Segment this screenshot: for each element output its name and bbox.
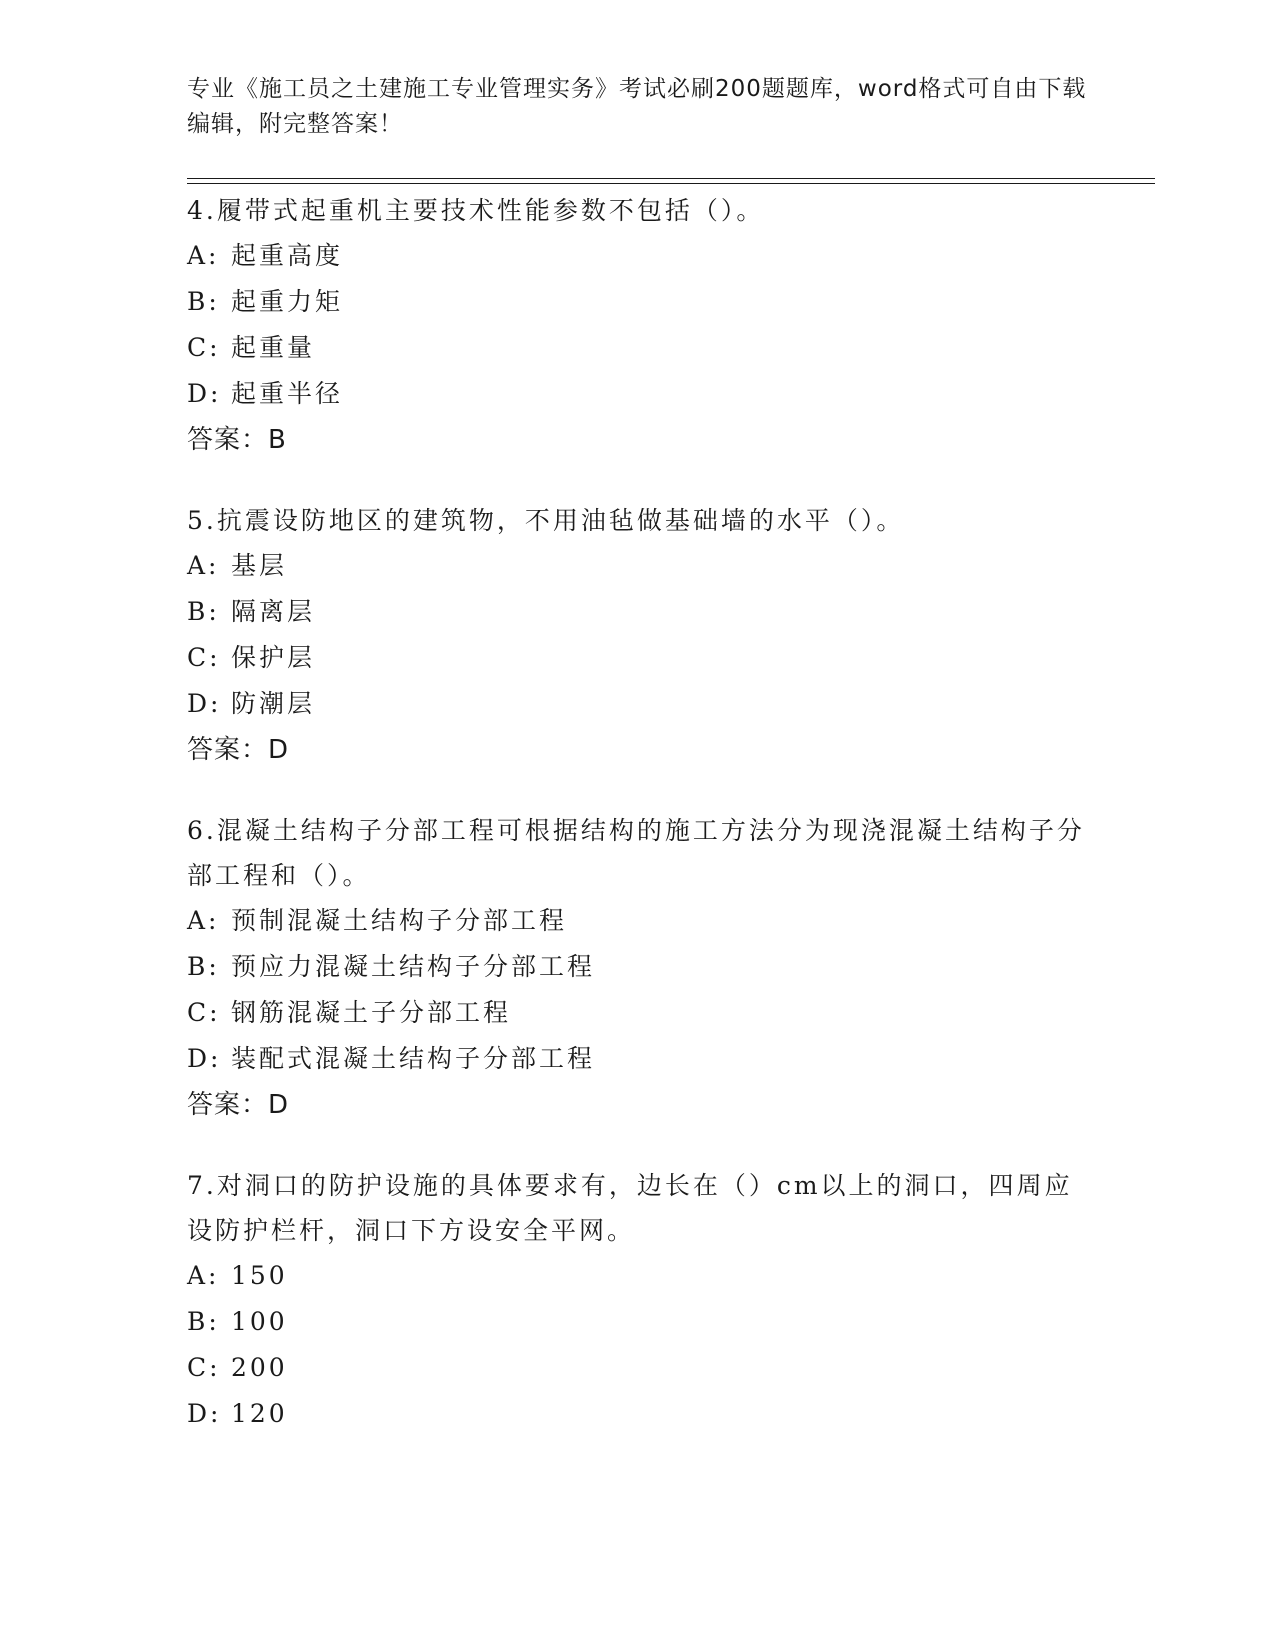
option-b	[187, 1299, 1087, 1345]
option-text: 预应力混凝土结构子分部工程	[231, 952, 596, 981]
option-text: 100	[231, 1307, 288, 1336]
option-text: 防潮层	[231, 689, 316, 718]
question-4	[187, 188, 1087, 463]
option-a	[187, 898, 1087, 944]
option-b	[187, 589, 1087, 635]
option-letter: B:	[187, 597, 220, 626]
option-letter: D:	[187, 1044, 222, 1073]
answer-line: 答案：B	[187, 425, 287, 455]
option-letter: C:	[187, 1353, 221, 1382]
option-text: 装配式混凝土结构子分部工程	[231, 1044, 596, 1073]
option-letter: C:	[187, 998, 221, 1027]
option-d	[187, 1391, 1087, 1437]
option-letter: A:	[187, 1261, 220, 1290]
option-letter: B:	[187, 952, 220, 981]
question-5	[187, 498, 1087, 773]
option-letter: D:	[187, 1399, 222, 1428]
option-d	[187, 371, 1087, 417]
option-letter: C:	[187, 333, 221, 362]
answer-line: 答案：D	[187, 735, 290, 765]
option-letter: A:	[187, 241, 220, 270]
option-letter: D:	[187, 379, 222, 408]
option-c	[187, 990, 1087, 1036]
option-text: 保护层	[231, 643, 316, 672]
question-7	[187, 1163, 1087, 1437]
option-b	[187, 279, 1087, 325]
option-text: 起重量	[231, 333, 316, 362]
header-divider-top	[187, 178, 1155, 179]
option-text: 200	[231, 1353, 288, 1382]
question-stem: 7.对洞口的防护设施的具体要求有，边长在（）cm以上的洞口，四周应设防护栏杆，洞口下方设安全平网。	[187, 1171, 1073, 1245]
question-stem: 4.履带式起重机主要技术性能参数不包括（）。	[187, 196, 765, 225]
option-c	[187, 1345, 1087, 1391]
option-text: 起重高度	[231, 241, 344, 270]
option-text: 150	[231, 1261, 288, 1290]
question-stem: 6.混凝土结构子分部工程可根据结构的施工方法分为现浇混凝土结构子分部工程和（）。	[187, 816, 1085, 890]
option-b	[187, 944, 1087, 990]
option-text: 基层	[231, 551, 288, 580]
option-letter: A:	[187, 906, 220, 935]
option-d	[187, 681, 1087, 727]
question-list	[187, 188, 1087, 1472]
option-letter: B:	[187, 1307, 220, 1336]
option-text: 预制混凝土结构子分部工程	[231, 906, 568, 935]
option-letter: D:	[187, 689, 222, 718]
option-c	[187, 325, 1087, 371]
option-letter: B:	[187, 287, 220, 316]
document-header: 专业《施工员之土建施工专业管理实务》考试必刷200题题库，word格式可自由下载编辑，附完整答案！	[187, 76, 1087, 137]
option-text: 起重力矩	[231, 287, 344, 316]
option-a	[187, 1253, 1087, 1299]
question-stem: 5.抗震设防地区的建筑物，不用油毡做基础墙的水平（）。	[187, 506, 905, 535]
question-6	[187, 808, 1087, 1128]
option-text: 起重半径	[231, 379, 344, 408]
option-text: 钢筋混凝土子分部工程	[231, 998, 512, 1027]
option-a	[187, 233, 1087, 279]
option-a	[187, 543, 1087, 589]
option-d	[187, 1036, 1087, 1082]
option-text: 隔离层	[231, 597, 316, 626]
header-divider-bottom	[187, 183, 1155, 184]
option-letter: C:	[187, 643, 221, 672]
option-c	[187, 635, 1087, 681]
answer-line: 答案：D	[187, 1090, 290, 1120]
option-text: 120	[231, 1399, 288, 1428]
option-letter: A:	[187, 551, 220, 580]
